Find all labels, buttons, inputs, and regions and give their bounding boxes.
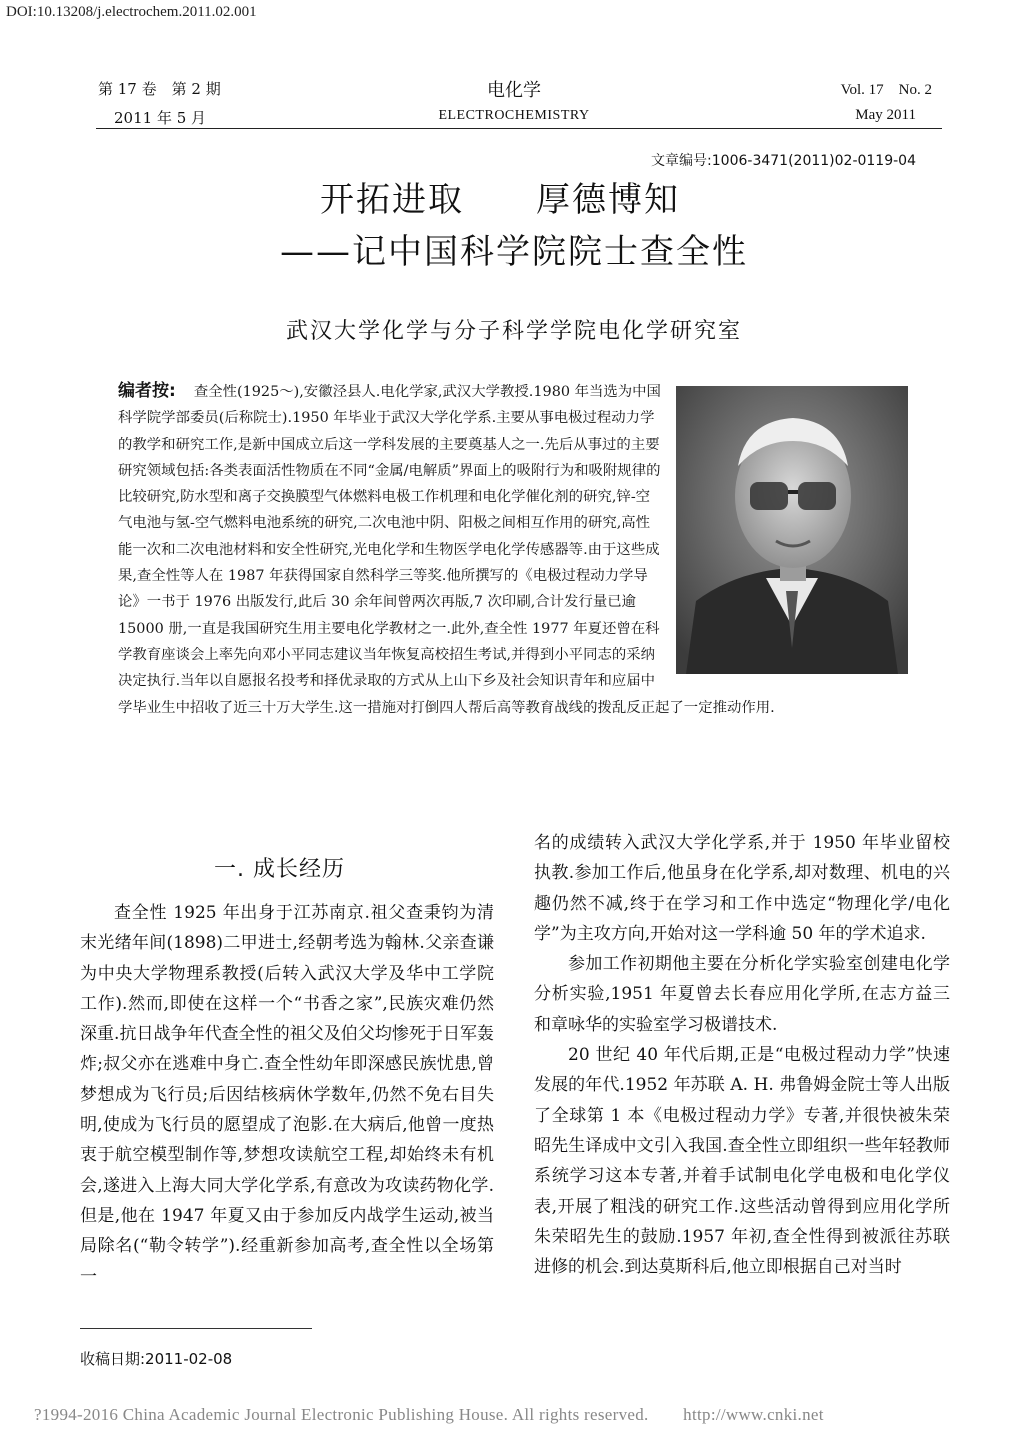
paragraph: 参加工作初期他主要在分析化学实验室创建电化学分析实验,1951 年夏曾去长春应用化学所,在志方益三和章咏华的实验室学习极谱技术. bbox=[534, 954, 950, 1035]
article-title: 开拓进取 厚德博知 bbox=[320, 180, 680, 220]
body-right-column bbox=[534, 828, 950, 1282]
paragraph: 名的成绩转入武汉大学化学系,并于 1950 年毕业留校执教.参加工作后,他虽身在化学系,却对数理、机电的兴趣仍然不减,终于在学习和工作中选定“物理化学/电化学”为主攻方向,开始对这一学科逾 50 年的学术追求. bbox=[534, 833, 950, 944]
body-left-column bbox=[80, 898, 494, 1292]
paragraph: 查全性 1925 年出身于江苏南京.祖父查秉钧为清末光绪年间(1898)二甲进士,经朝考选为翰林.父亲查谦为中央大学物理系教授(后转入武汉大学及华中工学院工作).然而,即使在这样一个“书香之家”,民族灾难仍然深重.抗日战争年代查全性的祖父及伯父均惨死于日军轰炸;叔父亦在逃难中身亡.查全性幼年即深感民族忧患,曾梦想成为飞行员;后因结核病休学数年,仍然不免右目失明,使成为飞行员的愿望成了泡影.在大病后,他曾一度热衷于航空模型制作等,梦想攻读航空工程,却始终未有机会,遂进入上海大同大学化学系,有意改为攻读药物化学.但是,他在 1947 年夏又由于参加反内战学生运动,被当局除名(“勒令转学”).经重新参加高考,查全性以全场第一 bbox=[80, 903, 494, 1287]
editor-note bbox=[118, 378, 912, 721]
received-date: 收稿日期:2011-02-08 bbox=[80, 1350, 233, 1368]
volume-issue-cn: 第 17 卷 第 2 期 bbox=[98, 80, 221, 98]
editor-note-text: 查全性(1925～),安徽泾县人.电化学家,武汉大学教授.1980 年当选为中国科学院学部委员(后称院士).1950 年毕业于武汉大学化学系.主要从事电极过程动力学的教学和研究工作,是新中国成立后这一学科发展的主要奠基人之一.先后从事过的主要研究领域包括:各类表面活性物质在不同“金属/电解质”界面上的吸附行为和吸附规律的比较研究,防水型和离子交换膜型气体燃料电极工作机理和电化学催化剂的研究,锌-空气电池与氢-空气燃料电池系统的研究,二次电池中阴、阳极之间相互作用的研究,高性能一次和二次电池材料和安全性研究,光电化学和生物医学电化学传感器等.由于这些成果,查全性等人在 1987 年获得国家自然科学三等奖.他所撰写的《电极过程动力学导论》一书于 1976 出版发行,此后 30 余年间曾两次再版,7 次印刷,合计发行量已逾 15000 册,一直是我国研究生用主要电化学教材之一.此外,查全性 1977 年夏还曾在科学教育座谈会上率先向邓小平同志建议当年恢复高校招生考试,并得到小平同志的采纳决定执行.当年以自愿报名投考和择优录取的方式从上山下乡及社会知识青年和应届中学毕业生中招收了近三十万大学生.这一措施对打倒四人帮后高等教育战线的拨乱反正起了一定推动作用. bbox=[118, 384, 775, 716]
author-affiliation: 武汉大学化学与分子科学学院电化学研究室 bbox=[285, 319, 742, 344]
doi-line: DOI:10.13208/j.electrochem.2011.02.001 bbox=[6, 4, 257, 20]
copyright-notice: ?1994-2016 China Academic Journal Electronic Publishing House. All rights reserved. http://www.cnki.net bbox=[34, 1405, 824, 1424]
article-number: 文章编号:1006-3471(2011)02-0119-04 bbox=[651, 153, 916, 169]
portrait-image bbox=[676, 386, 908, 674]
volume-issue-en: Vol. 17 No. 2 bbox=[840, 82, 932, 98]
footnote-rule bbox=[80, 1328, 312, 1329]
date-en: May 2011 bbox=[855, 107, 916, 123]
article-subtitle: ——记中国科学院院士查全性 bbox=[280, 232, 748, 272]
journal-name-cn: 电化学 bbox=[487, 80, 541, 101]
date-cn: 2011 年 5 月 bbox=[114, 109, 207, 127]
editor-note-label: 编者按: bbox=[118, 381, 176, 401]
portrait-photo bbox=[676, 386, 908, 674]
section-title: 一. 成长经历 bbox=[214, 857, 345, 882]
paragraph: 20 世纪 40 年代后期,正是“电极过程动力学”快速发展的年代.1952 年苏联 A. H. 弗鲁姆金院士等人出版了全球第 1 本《电极过程动力学》专著,并很快被朱荣昭先生译成中文引入我国.查全性立即组织一些年轻教师系统学习这本专著,并着手试制电化学电极和电化学仪表,开展了粗浅的研究工作.这些活动曾得到应用化学所朱荣昭先生的鼓励.1957 年初,查全性得到被派往苏联进修的机会.到达莫斯科后,他立即根据自己对当时 bbox=[534, 1045, 950, 1278]
journal-name-en: ELECTROCHEMISTRY bbox=[438, 108, 590, 123]
header-rule bbox=[96, 128, 942, 129]
